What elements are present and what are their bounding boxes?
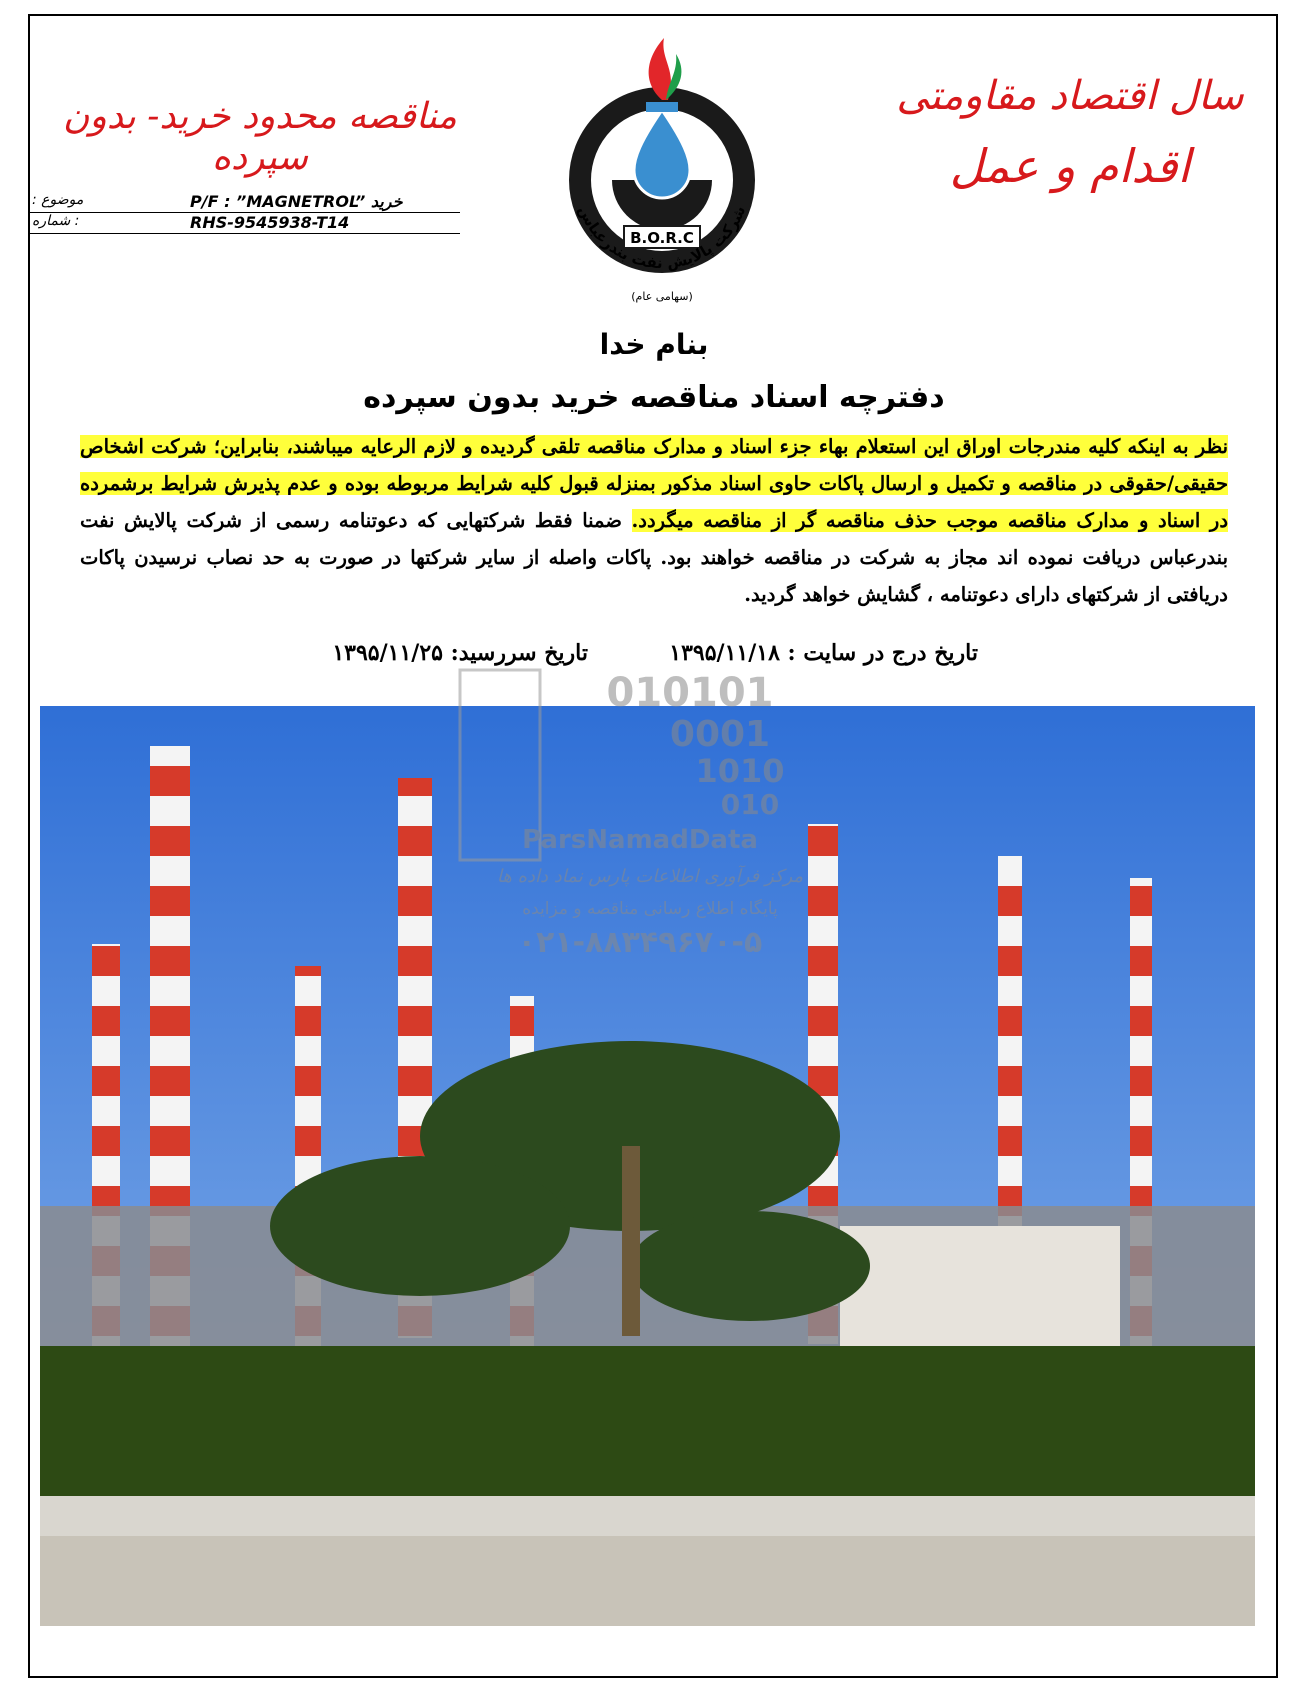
watermark-brand: ParsNamadData <box>522 825 758 855</box>
number-row <box>30 213 460 234</box>
terms-paragraph <box>80 428 1228 613</box>
tender-type: مناقصه محدود خرید- بدون سپرده <box>63 96 457 178</box>
curb <box>40 1496 1255 1536</box>
plant-building <box>840 1226 1120 1366</box>
number-value: RHS-9545938-T14 <box>190 213 350 232</box>
number-label: : شماره <box>32 213 80 229</box>
watermark-phone: ۰۲۱-۸۸۳۴۹۶۷۰-۵ <box>517 925 763 960</box>
document-title: دفترچه اسناد مناقصه خرید بدون سپرده <box>363 380 945 415</box>
logo-drop <box>634 110 690 198</box>
svg-text:1010: 1010 <box>695 752 785 790</box>
subject-value: P/F : ”MAGNETROL” خرید <box>190 192 403 211</box>
logo-initials: B.O.R.C <box>630 229 694 247</box>
document-meta <box>30 192 460 234</box>
logo-company-type: (سهامی عام) <box>631 290 693 303</box>
subject-row <box>30 192 460 213</box>
logo-torch <box>646 102 678 112</box>
subject-label: موضوع : <box>32 192 84 208</box>
refinery-photo <box>40 706 1255 1626</box>
logo-company-name: شرکت پالایش نفت بندرعباس <box>574 202 750 273</box>
hedge <box>40 1346 1255 1496</box>
svg-text:010101: 010101 <box>606 670 774 716</box>
borc-logo <box>542 30 782 310</box>
pavement <box>40 1536 1255 1626</box>
svg-text:0001: 0001 <box>669 714 771 755</box>
slogan-line2: اقدام و عمل <box>949 139 1191 193</box>
svg-text:010: 010 <box>720 788 780 821</box>
watermark-line2: پایگاه اطلاع رسانی مناقصه و مزایده <box>522 899 778 919</box>
bismillah-heading: بنام خدا <box>599 328 709 361</box>
highlighted-terms: نظر به اینکه کلیه مندرجات اوراق این استعلام بهاء جزء اسناد و مدارک مناقصه تلقی گردیده و لازم الرعایه میباشند، بنابراین؛ شرکت اشخاص حقیقی/حقوقی در مناقصه و تکمیل و ارسال پاکات حاوی اسناد مذکور بمنزله قبول کلیه شرایط مربوطه بوده و عدم پذیرش شرایط برشمرده در اسناد و مدارک مناقصه موجب حذف مناقصه گر از مناقصه میگردد. <box>80 435 1228 532</box>
slogan-line1: سال اقتصاد مقاومتی <box>896 73 1244 119</box>
terms-continued: ضمنا فقط شرکتهایی که دعوتنامه رسمی از شرکت پالایش نفت بندرعباس دریافت نموده اند مجاز به شرکت در مناقصه خواهند بود. پاکات واصله از سایر شرکتها در صورت به حد نصاب نرسیدن پاکات دریافتی از شرکتهای دارای دعوتنامه ، گشایش خواهد گردید. <box>80 509 1228 606</box>
slogan <box>890 66 1250 206</box>
due-date: تاریخ سررسید: ۱۳۹۵/۱۱/۲۵ <box>332 640 588 666</box>
posted-date: تاریخ درج در سایت : ۱۳۹۵/۱۱/۱۸ <box>669 640 978 666</box>
watermark-line1: مرکز فرآوری اطلاعات پارس نماد داده ها <box>496 866 804 887</box>
